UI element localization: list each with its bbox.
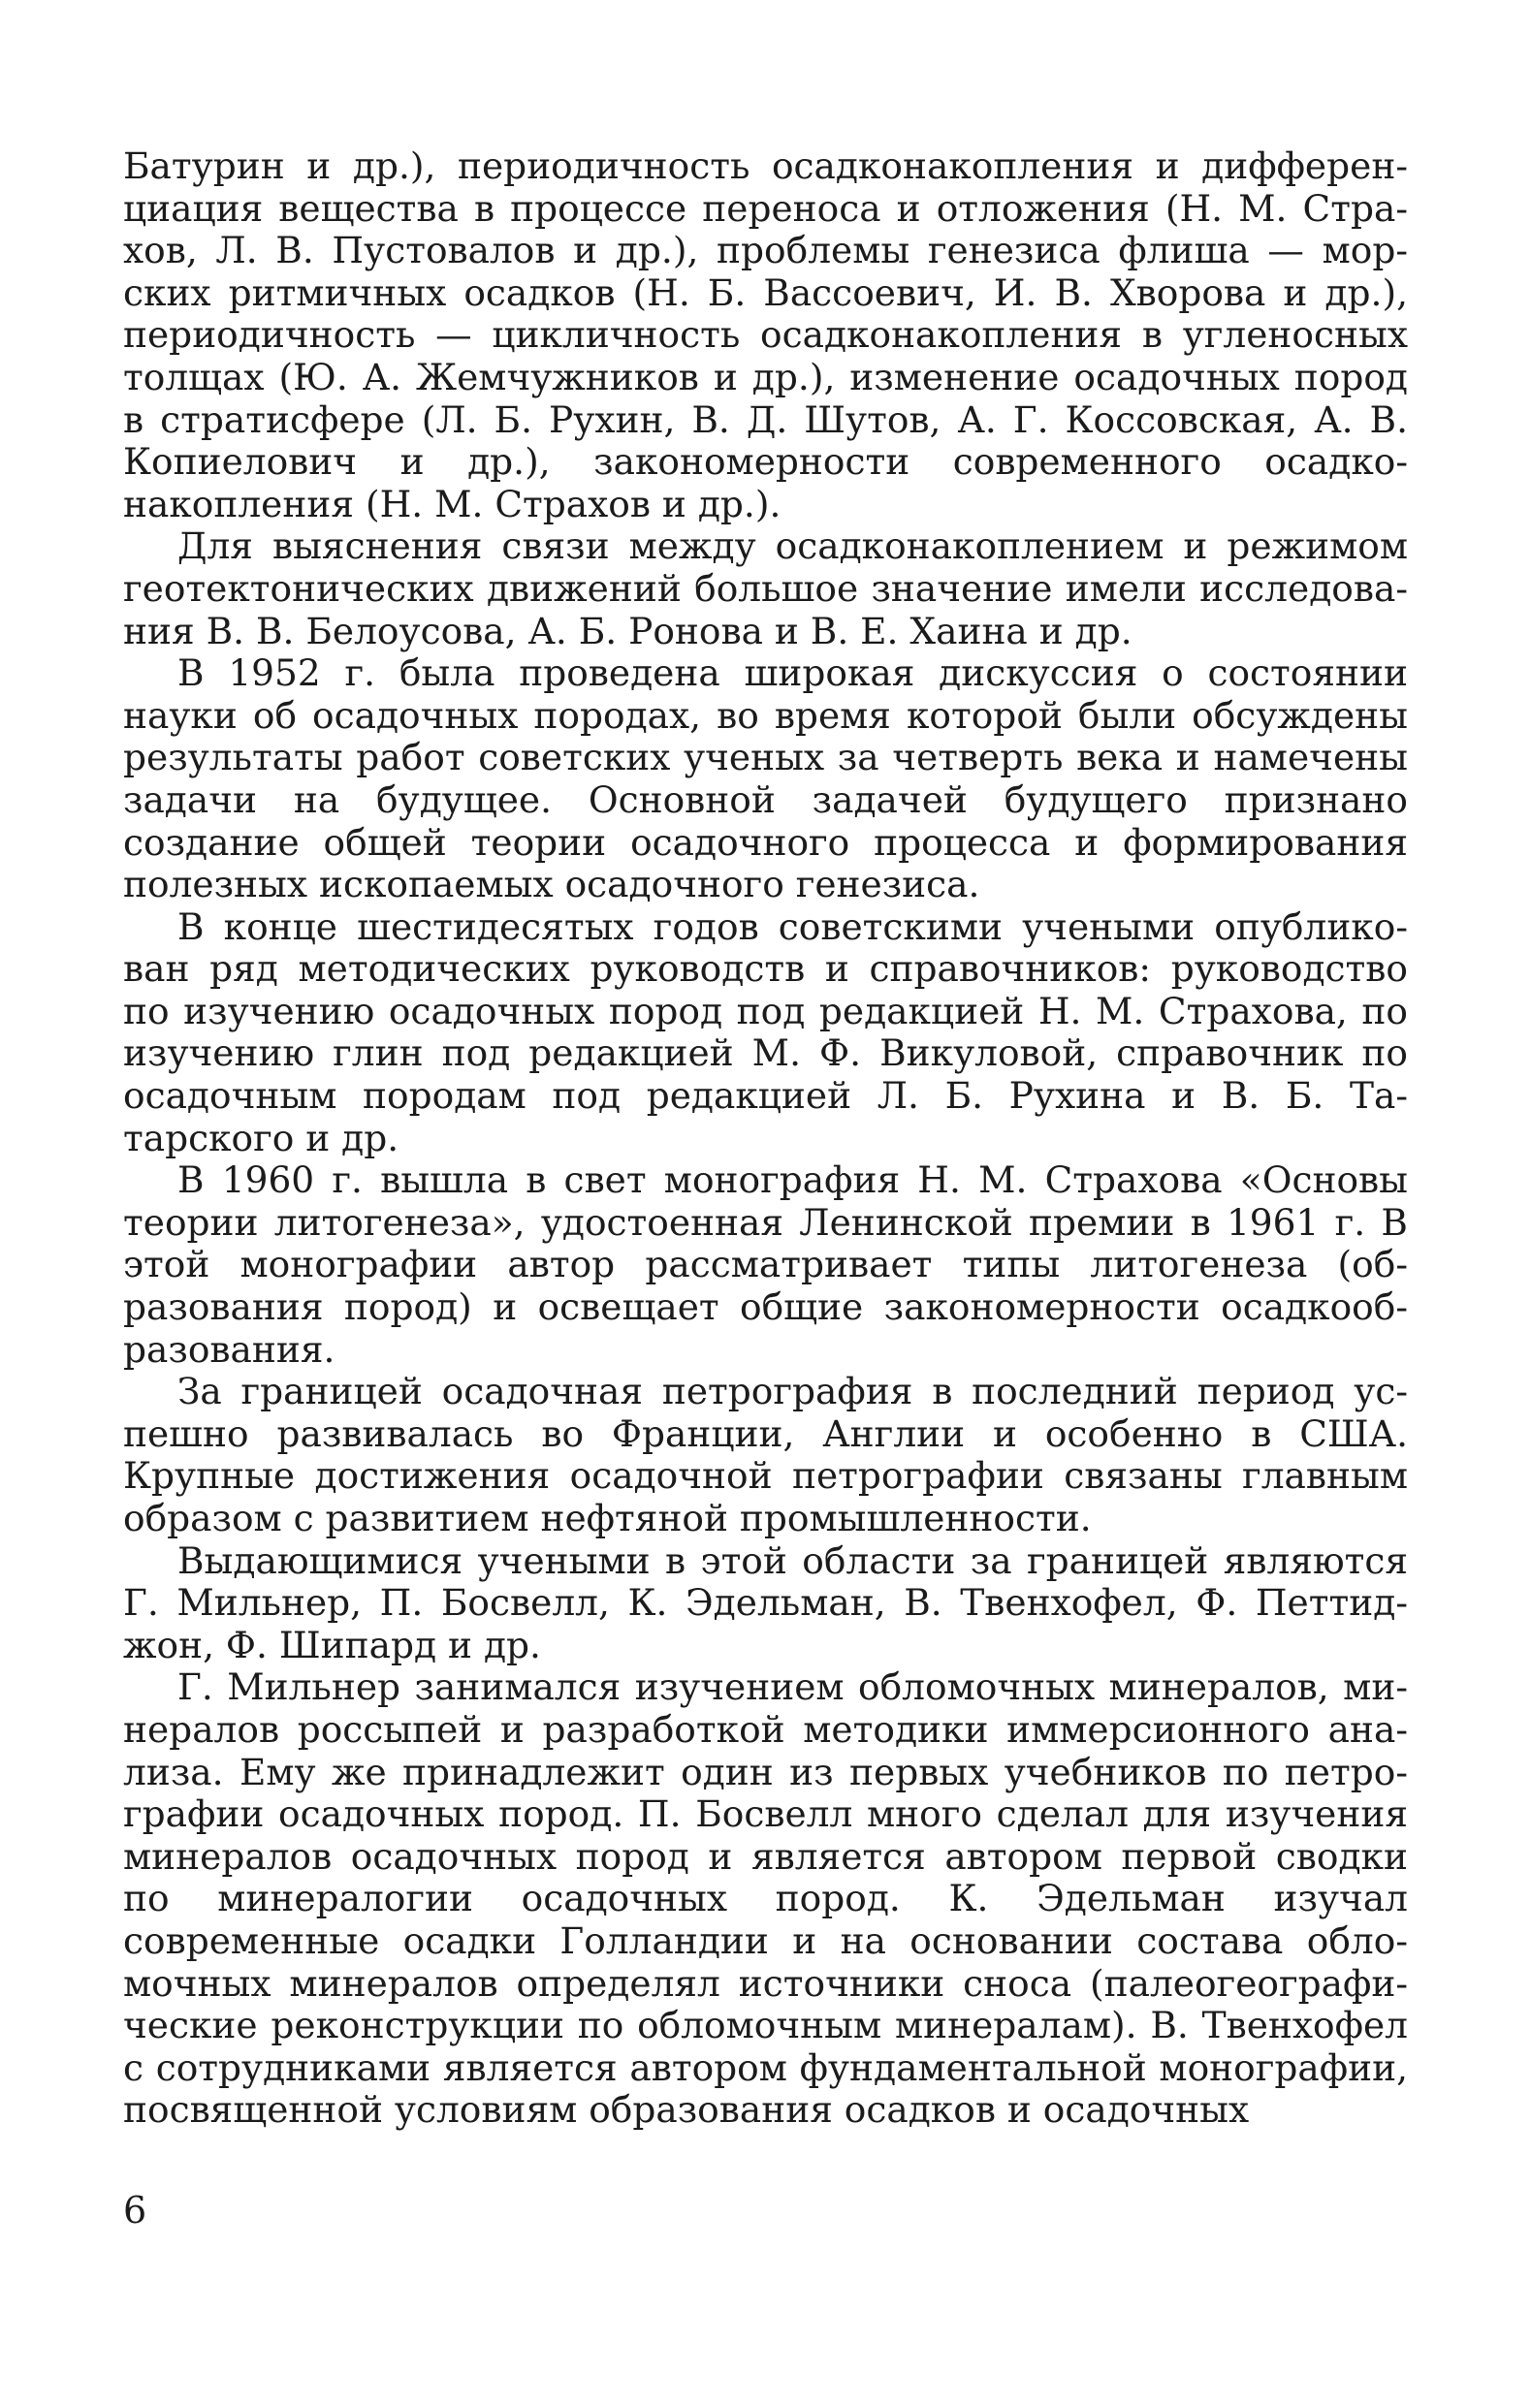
paragraph-milner-boswell: Г. Мильнер занимался изучением обломочных минералов, минералов россыпей и разработкой методики иммерсионного анализа. Ему же принадлежит один из первых учебников по петрографии осадочных пород. П. Босвелл много сделал для изучения минералов осадочных пород и является автором первой сводки по минералогии осадочных пород. К. Эдельман изучал современные осадки Голландии и на основании состава обломочных минералов определял источники сноса (палеогеографические реконструкции по обломочным минералам). В. Твенхофел с сотрудниками является автором фундаментальной монографии, посвященной условиям образования осадков и осадочных <box>123 1665 1408 2132</box>
paragraph-1952-discussion: В 1952 г. была проведена широкая дискуссия о состоянии науки об осадочных породах, во время которой были обсуждены результаты работ советских ученых за четверть века и намечены задачи на будущее. Основной задачей будущего признано создание общей теории осадочного процесса и формирования полезных ископаемых осадочного генезиса. <box>123 651 1408 906</box>
paragraph-1960-monograph: В 1960 г. вышла в свет монография Н. М. Страхова «Основы теории литогенеза», удостоенная Ленинской премии в 1961 г. В этой монографии автор рассматривает типы литогенеза (образования пород) и освещает общие закономерности осадкообразования. <box>123 1158 1408 1371</box>
paragraph-foreign-scientists: Выдающимися учеными в этой области за границей являются Г. Мильнер, П. Босвелл, К. Эдельман, В. Твенхофел, Ф. Петтиджон, Ф. Шипард и др. <box>123 1538 1408 1666</box>
paragraph-geotectonics: Для выяснения связи между осадконакоплением и режимом геотектонических движений большое значение имели исследования В. В. Белоусова, А. Б. Ронова и В. Е. Хаина и др. <box>123 524 1408 652</box>
page-number: 6 <box>123 2189 147 2232</box>
paragraph-sixties-guides: В конце шестидесятых годов советскими учеными опубликован ряд методических руководств и справочников: руководство по изучению осадочных пород под редакцией Н. М. Страхова, по изучению глин под редакцией М. Ф. Викуловой, справочник по осадочным породам под редакцией Л. Б. Рухина и В. Б. Татарского и др. <box>123 904 1408 1159</box>
paragraph-foreign-petrography: За границей осадочная петрография в последний период успешно развивалась во Франции, Англии и особенно в США. Крупные достижения осадочной петрографии связаны главным образом с развитием нефтяной промышленности. <box>123 1370 1408 1539</box>
body-text <box>123 145 1408 2132</box>
paragraph-continued-from-previous-page: Батурин и др.), периодичность осадконакопления и дифференциация вещества в процессе переноса и отложения (Н. М. Страхов, Л. В. Пустовалов и др.), проблемы генезиса флиша — морских ритмичных осадков (Н. Б. Вассоевич, И. В. Хворова и др.), периодичность — цикличность осадконакопления в угленосных толщах (Ю. А. Жемчужников и др.), изменение осадочных пород в стратисфере (Л. Б. Рухин, В. Д. Шутов, А. Г. Коссовская, А. В. Копиелович и др.), закономерности современного осадконакопления (Н. М. Страхов и др.). <box>123 144 1408 525</box>
